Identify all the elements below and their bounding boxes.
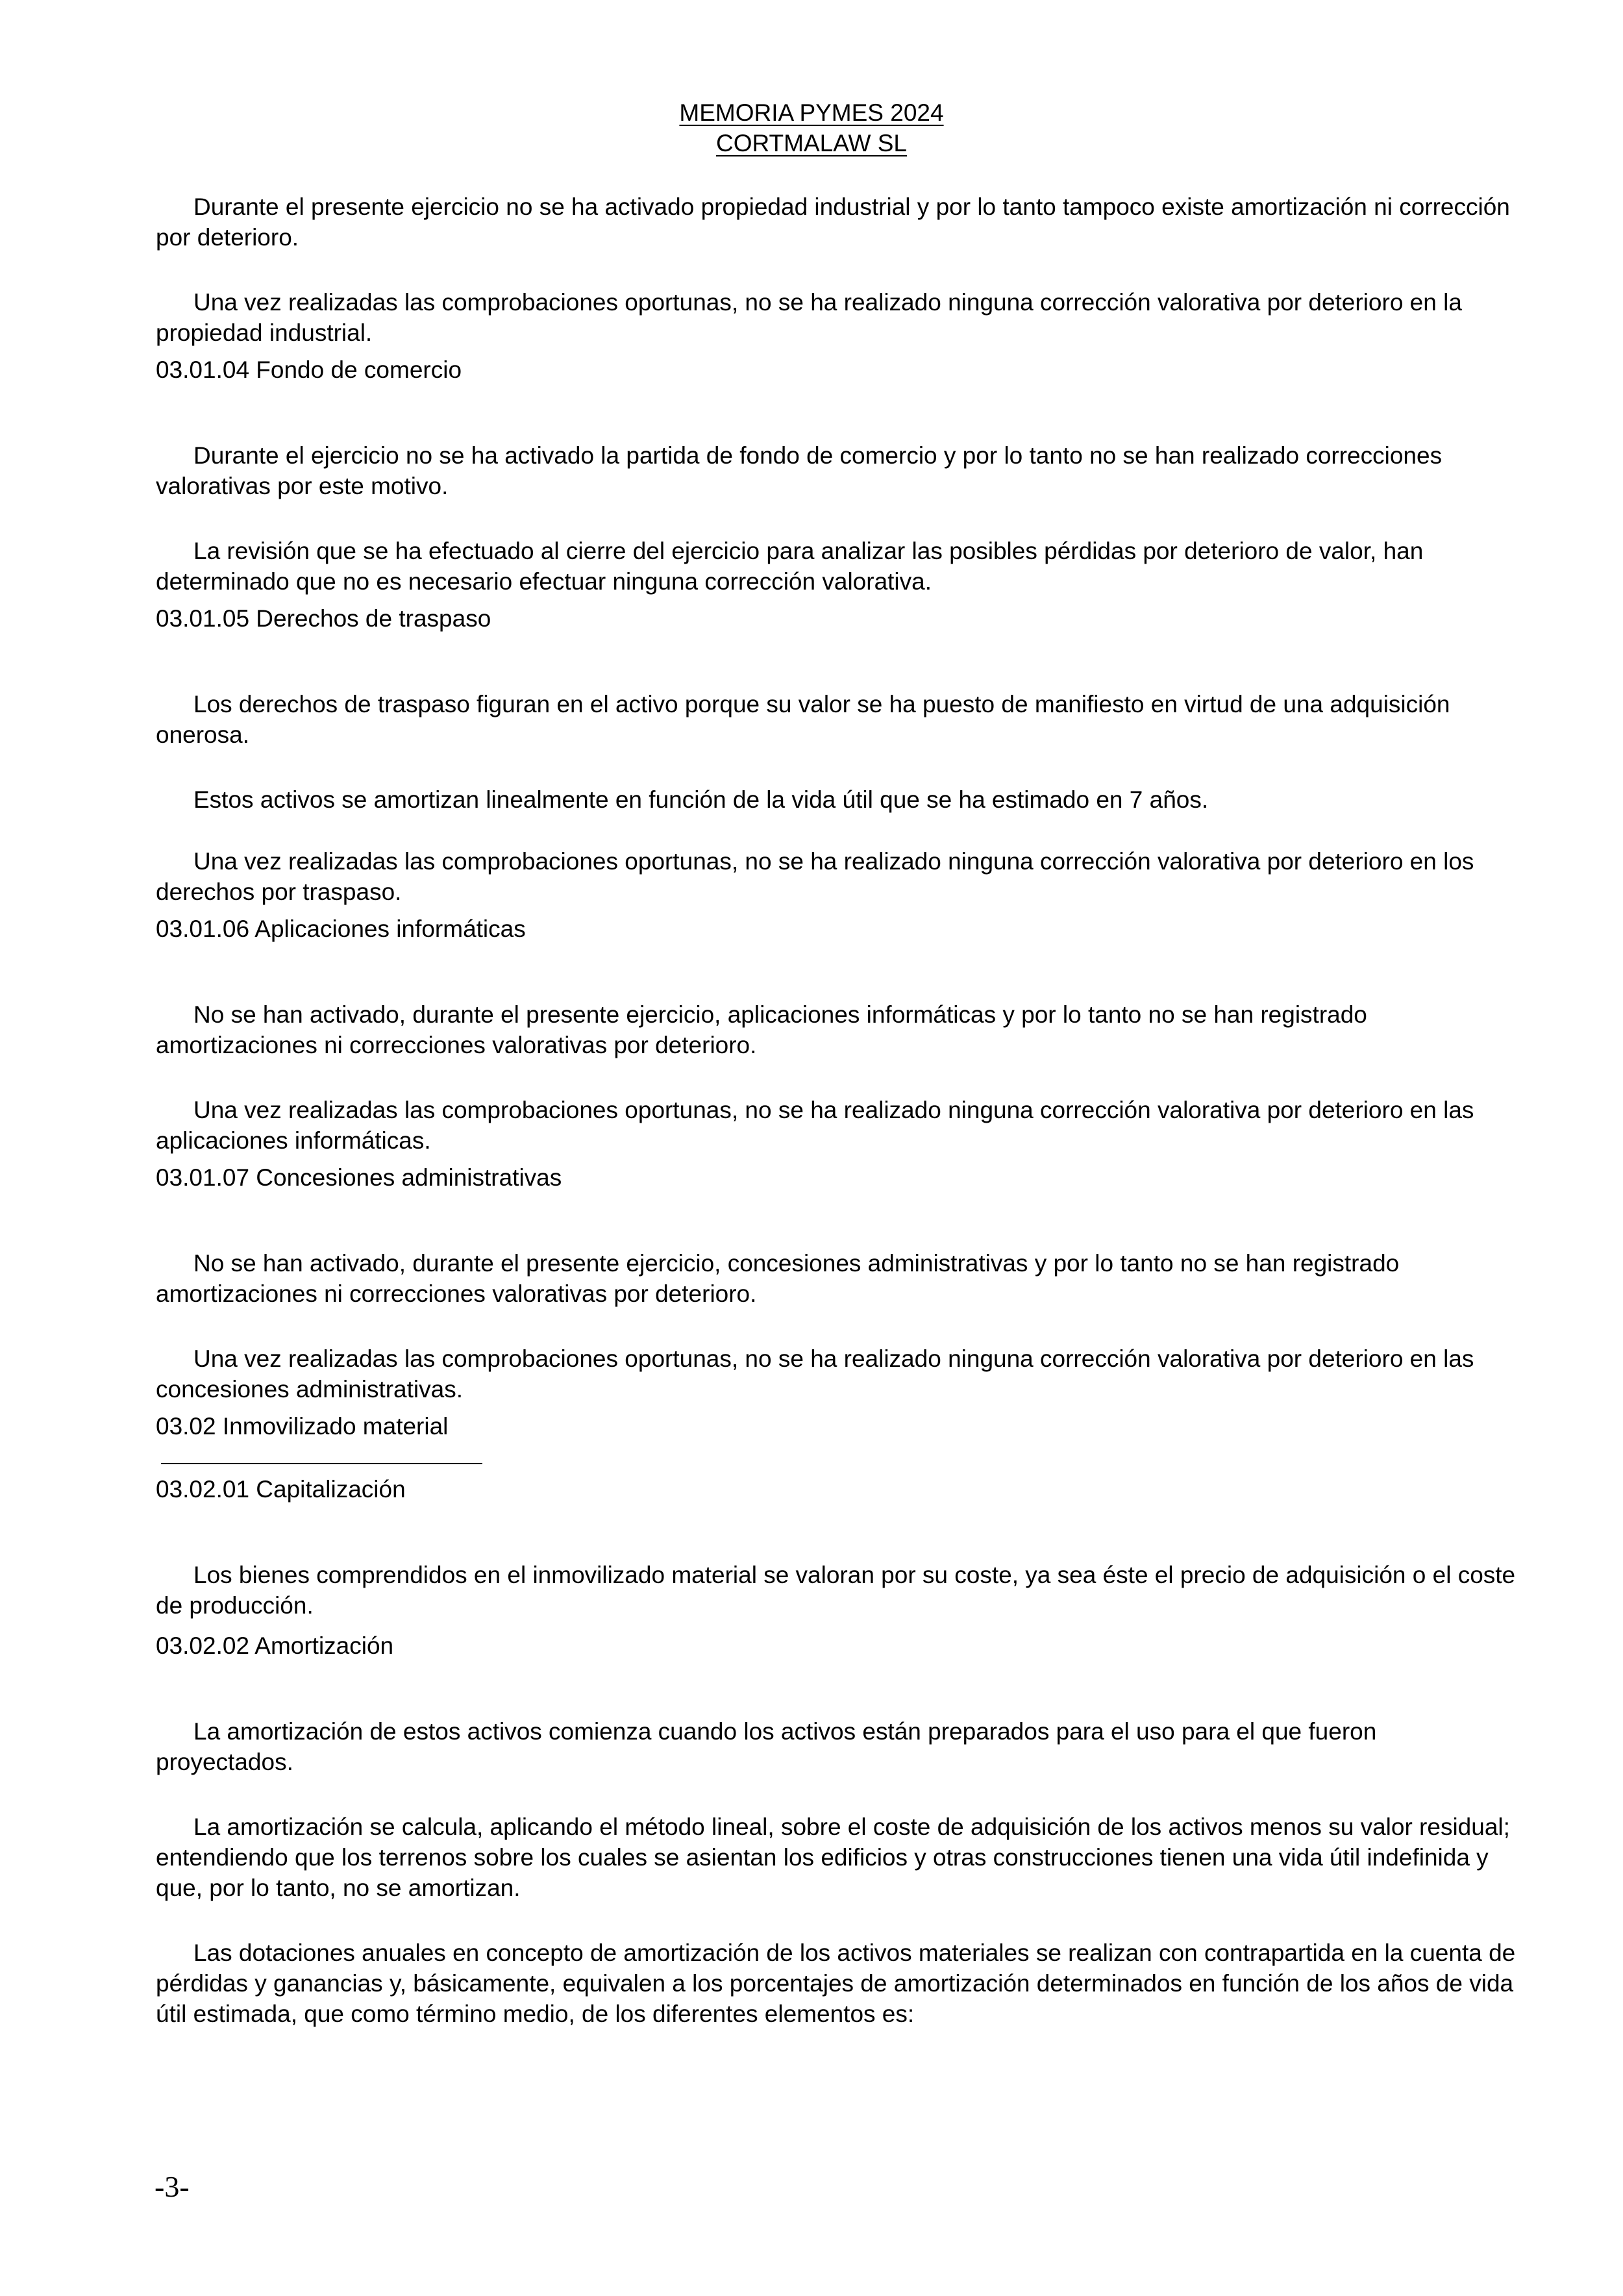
paragraph: Una vez realizadas las comprobaciones oportunas, no se ha realizado ninguna corrección valorativa por deterioro en las concesiones administrativas. xyxy=(156,1345,1474,1403)
section-divider xyxy=(161,1463,482,1464)
section-heading: 03.01.06 Aplicaciones informáticas xyxy=(156,916,526,942)
paragraph: Estos activos se amortizan linealmente en función de la vida útil que se ha estimado en 7 años. xyxy=(193,786,1209,813)
paragraph: Los bienes comprendidos en el inmovilizado material se valoran por su coste, ya sea éste el precio de adquisición o el coste de producción. xyxy=(156,1562,1516,1619)
document-header-company xyxy=(0,128,1623,158)
paragraph: No se han activado, durante el presente ejercicio, aplicaciones informáticas y por lo tanto no se han registrado amortizaciones ni correcciones valorativas por deterioro. xyxy=(156,1001,1367,1058)
paragraph: La amortización de estos activos comienza cuando los activos están preparados para el uso para el que fueron proyectados. xyxy=(156,1718,1377,1775)
header-line-2: CORTMALAW SL xyxy=(716,130,907,156)
paragraph: Durante el presente ejercicio no se ha activado propiedad industrial y por lo tanto tampoco existe amortización ni corrección por deterioro. xyxy=(156,193,1510,251)
section-heading: 03.01.04 Fondo de comercio xyxy=(156,356,462,383)
paragraph: Durante el ejercicio no se ha activado la partida de fondo de comercio y por lo tanto no se han realizado correcciones valorativas por este motivo. xyxy=(156,442,1443,499)
subsection-heading: 03.02.01 Capitalización xyxy=(156,1476,406,1503)
page-number: -3- xyxy=(155,2170,190,2203)
document-header-title xyxy=(0,97,1623,128)
section-heading: 03.01.05 Derechos de traspaso xyxy=(156,605,491,632)
section-heading: 03.02 Inmovilizado material xyxy=(156,1413,449,1440)
paragraph: Una vez realizadas las comprobaciones oportunas, no se ha realizado ninguna corrección valorativa por deterioro en las aplicaciones informáticas. xyxy=(156,1097,1474,1154)
section-heading: 03.01.07 Concesiones administrativas xyxy=(156,1164,562,1191)
paragraph: Una vez realizadas las comprobaciones oportunas, no se ha realizado ninguna corrección valorativa por deterioro en la propiedad industrial. xyxy=(156,289,1462,346)
paragraph: Las dotaciones anuales en concepto de amortización de los activos materiales se realizan con contrapartida en la cuenta de pérdidas y ganancias y, básicamente, equivalen a los porcentajes de amortización determinados en función de los años de vida útil estimada, que como término medio, de los diferentes elementos es: xyxy=(156,1940,1516,2027)
paragraph: Los derechos de traspaso figuran en el activo porque su valor se ha puesto de manifiesto en virtud de una adquisición onerosa. xyxy=(156,691,1450,748)
paragraph: Una vez realizadas las comprobaciones oportunas, no se ha realizado ninguna corrección valorativa por deterioro en los derechos por traspaso. xyxy=(156,848,1474,905)
paragraph: La amortización se calcula, aplicando el método lineal, sobre el coste de adquisición de los activos menos su valor residual; entendiendo que los terrenos sobre los cuales se asientan los edificios y otras construcciones tienen una vida útil indefinida y que, por lo tanto, no se amortizan. xyxy=(156,1814,1510,1901)
paragraph: La revisión que se ha efectuado al cierre del ejercicio para analizar las posibles pérdidas por deterioro de valor, han determinado que no es necesario efectuar ninguna corrección valorativa. xyxy=(156,538,1424,595)
header-line-1: MEMORIA PYMES 2024 xyxy=(679,99,944,126)
subsection-heading: 03.02.02 Amortización xyxy=(156,1632,394,1659)
paragraph: No se han activado, durante el presente ejercicio, concesiones administrativas y por lo tanto no se han registrado amortizaciones ni correcciones valorativas por deterioro. xyxy=(156,1250,1400,1307)
